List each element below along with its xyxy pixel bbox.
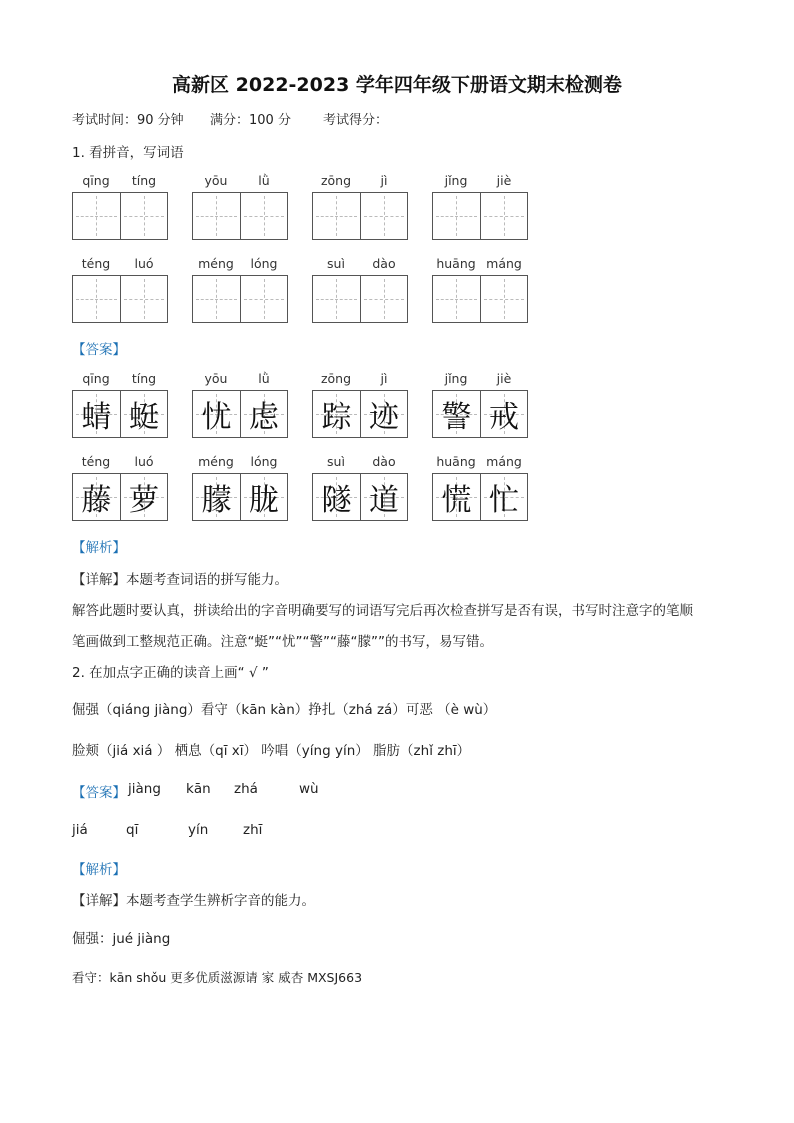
tianzige-cell [433, 276, 480, 322]
explain-line-2: 笔画做到工整规范正确。注意“蜓”“忧”“警”“藤“朦””的书写，易写错。 [72, 634, 493, 650]
answer-r1-w2-char-2: 虑 [248, 400, 279, 435]
answer-r1-w2-pinyin-2: lǜ [258, 371, 270, 386]
question-r2-w1-pinyin-1: téng [81, 256, 111, 271]
tianzige-cell [313, 276, 360, 322]
tianzige-cell [480, 276, 527, 322]
question-r2-w3-tianzige[interactable] [312, 275, 408, 323]
question-r2-w4-pinyin-2: máng [486, 256, 522, 271]
answer-r2-w1-char-1: 藤 [81, 483, 112, 518]
tianzige-cell [433, 474, 480, 520]
answer-r1-w2-tianzige [192, 390, 288, 438]
question-r1-w1-pinyin-1: qīng [82, 173, 110, 188]
tianzige-cell [360, 193, 407, 239]
explain-line-1: 解答此题时要认真，拼读给出的字音明确要写的词语写完后再次检查拼写是否有误，书写时注意字的笔顺 [72, 603, 693, 619]
answer-r1-w4-tianzige [432, 390, 528, 438]
answer-r2-w3-char-1: 隧 [321, 483, 352, 518]
detail-1: 【详解】本题考查词语的拼写能力。 [72, 572, 288, 588]
tianzige-cell [73, 391, 120, 437]
tianzige-cell [313, 391, 360, 437]
question-r2-w3-pinyin-2: dào [372, 256, 396, 271]
answer-r2-w4-pinyin-2: máng [486, 454, 522, 469]
answer-r1-w4-char-1: 警 [441, 400, 472, 435]
tianzige-cell [120, 193, 167, 239]
question-r2-w3-pinyin-1: suì [327, 256, 345, 271]
question-r1-w3-tianzige[interactable] [312, 192, 408, 240]
answer-r1-w3-char-2: 迹 [368, 400, 399, 435]
answer-r2-w3-pinyin-1: suì [327, 454, 345, 469]
question-r1-w3-pinyin-1: zōng [320, 173, 352, 188]
answer-r1-w4-pinyin-2: jiè [496, 371, 512, 386]
detail-2: 【详解】本题考查学生辨析字音的能力。 [72, 893, 315, 909]
tianzige-cell [360, 391, 407, 437]
question-r1-w2-pinyin-2: lǜ [258, 173, 270, 188]
question-r1-w2-tianzige[interactable] [192, 192, 288, 240]
answer-r2-w3-pinyin-2: dào [372, 454, 396, 469]
tianzige-cell [120, 474, 167, 520]
score-obtained: 考试得分： [323, 113, 389, 128]
question-r2-w1-tianzige[interactable] [72, 275, 168, 323]
answer-2-1: kān [186, 781, 211, 797]
jue-jiang-line: 倔强：jué jiàng [72, 931, 171, 947]
answer-r1-w1-pinyin-2: tíng [131, 371, 157, 386]
full-score: 满分：100 分 [210, 113, 291, 128]
tianzige-cell [433, 391, 480, 437]
tianzige-cell [480, 474, 527, 520]
answer-2-6: yín [188, 822, 209, 838]
tianzige-cell [240, 391, 287, 437]
answer-r1-w3-pinyin-2: jì [380, 371, 388, 386]
question-r1-w4-tianzige[interactable] [432, 192, 528, 240]
answer-r2-w4-char-2: 忙 [488, 483, 519, 518]
question-r1-w1-pinyin-2: tíng [131, 173, 157, 188]
analysis-tag-1: 【解析】 [72, 540, 126, 556]
question-r1-w2-pinyin-1: yōu [204, 173, 228, 188]
tianzige-cell [120, 391, 167, 437]
tianzige-cell [193, 474, 240, 520]
question-2-heading: 2. 在加点字正确的读音上画“ √ ” [72, 665, 269, 681]
answer-2-0: jiàng [128, 781, 161, 797]
question-2-line-1: 倔强（qiáng jiàng）看守（kān kàn）挣扎（zhá zá）可恶 （è wù） [72, 702, 497, 718]
question-2-line-2: 脸颊（jiá xiá ） 栖息（qī xī） 吟唱（yíng yín） 脂肪（zhǐ zhī） [72, 743, 471, 759]
analysis-tag-2: 【解析】 [72, 862, 126, 878]
answer-r2-w3-tianzige [312, 473, 408, 521]
answer-2-5: qī [126, 822, 139, 838]
answer-r2-w4-pinyin-1: huāng [436, 454, 476, 469]
tianzige-cell [120, 276, 167, 322]
answer-2-3: wù [299, 781, 319, 797]
tianzige-cell [193, 276, 240, 322]
page-title: 高新区 2022-2023 学年四年级下册语文期末检测卷 [172, 74, 622, 96]
answer-2-2: zhá [234, 781, 258, 797]
answer-2-4: jiá [72, 822, 88, 838]
answer-r1-w1-char-2: 蜓 [128, 400, 159, 435]
answer-tag-1: 【答案】 [72, 342, 126, 358]
question-r2-w2-tianzige[interactable] [192, 275, 288, 323]
tianzige-cell [240, 193, 287, 239]
exam-time: 考试时间：90 分钟 [72, 113, 184, 128]
tianzige-cell [433, 193, 480, 239]
tianzige-cell [193, 193, 240, 239]
answer-r1-w4-char-2: 戒 [488, 400, 519, 435]
answer-r2-w2-char-2: 胧 [248, 483, 279, 518]
answer-r1-w1-pinyin-1: qīng [82, 371, 110, 386]
answer-r1-w3-tianzige [312, 390, 408, 438]
question-1-heading: 1. 看拼音，写词语 [72, 145, 184, 161]
tianzige-cell [73, 276, 120, 322]
answer-r2-w2-pinyin-2: lóng [250, 454, 278, 469]
question-r1-w4-pinyin-1: jǐng [444, 173, 468, 188]
answer-r2-w4-char-1: 慌 [441, 483, 472, 518]
question-r2-w4-tianzige[interactable] [432, 275, 528, 323]
question-r2-w2-pinyin-1: méng [198, 256, 234, 271]
answer-r2-w4-tianzige [432, 473, 528, 521]
tianzige-cell [313, 474, 360, 520]
answer-r2-w1-char-2: 萝 [128, 483, 159, 518]
tianzige-cell [240, 276, 287, 322]
answer-r2-w1-tianzige [72, 473, 168, 521]
tianzige-cell [360, 474, 407, 520]
tianzige-cell [193, 391, 240, 437]
answer-r2-w2-char-1: 朦 [201, 483, 232, 518]
answer-tag-2: 【答案】 [72, 785, 126, 801]
question-r2-w1-pinyin-2: luó [134, 256, 154, 271]
question-r2-w4-pinyin-1: huāng [436, 256, 476, 271]
answer-r2-w1-pinyin-2: luó [134, 454, 154, 469]
answer-r1-w2-pinyin-1: yōu [204, 371, 228, 386]
answer-2-7: zhī [243, 822, 263, 838]
question-r1-w3-pinyin-2: jì [380, 173, 388, 188]
tianzige-cell [313, 193, 360, 239]
tianzige-cell [240, 474, 287, 520]
answer-r1-w3-char-1: 踪 [321, 400, 352, 435]
answer-r1-w1-tianzige [72, 390, 168, 438]
tianzige-cell [480, 391, 527, 437]
answer-r2-w2-tianzige [192, 473, 288, 521]
tianzige-cell [73, 474, 120, 520]
question-r2-w2-pinyin-2: lóng [250, 256, 278, 271]
question-r1-w4-pinyin-2: jiè [496, 173, 512, 188]
question-r1-w1-tianzige[interactable] [72, 192, 168, 240]
answer-r1-w2-char-1: 忧 [201, 400, 232, 435]
answer-r1-w4-pinyin-1: jǐng [444, 371, 468, 386]
answer-r2-w3-char-2: 道 [368, 483, 399, 518]
tianzige-cell [360, 276, 407, 322]
tianzige-cell [73, 193, 120, 239]
kan-shou-line: 看守：kān shǒu 更多优质滋源请 家 威杏 MXSJ663 [72, 970, 363, 985]
answer-r2-w1-pinyin-1: téng [81, 454, 111, 469]
answer-r1-w3-pinyin-1: zōng [320, 371, 352, 386]
answer-r2-w2-pinyin-1: méng [198, 454, 234, 469]
answer-r1-w1-char-1: 蜻 [81, 400, 112, 435]
tianzige-cell [480, 193, 527, 239]
